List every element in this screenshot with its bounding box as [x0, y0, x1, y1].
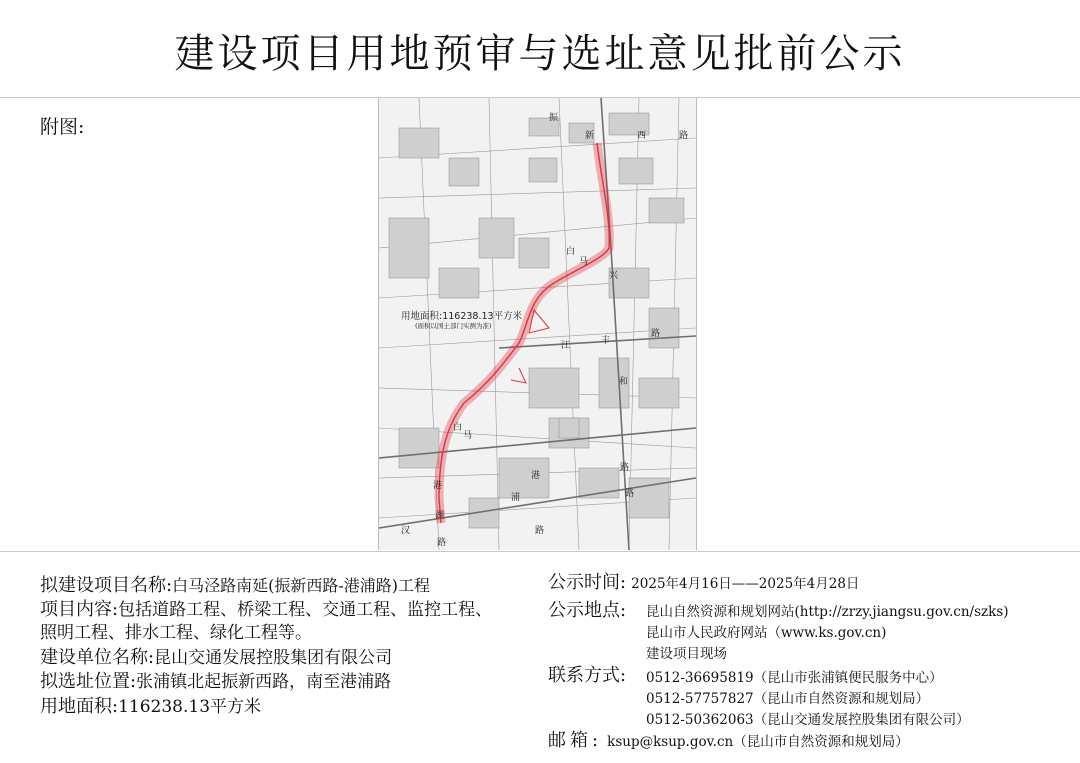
map-road-char: 港 [531, 471, 541, 481]
project-content-line2: 照明工程、排水工程、绿化工程等。 [40, 623, 312, 643]
map-road-char: 兴 [609, 271, 619, 281]
map-road-char: 马 [579, 257, 589, 267]
notice-contact-2: 0512-57757827（昆山市自然资源和规划局） [646, 691, 930, 707]
notice-contact-label: 联系方式: [548, 665, 627, 686]
site-map [378, 98, 697, 550]
project-name-row [40, 574, 540, 598]
notice-time-label: 公示时间: [548, 572, 627, 593]
bottom-divider [0, 551, 1080, 552]
project-content-line1: 包括道路工程、桥梁工程、交通工程、监控工程、 [118, 599, 493, 620]
notice-place-label: 公示地点: [548, 600, 627, 621]
map-road-char: 路 [625, 489, 635, 499]
map-road-char: 白 [566, 247, 576, 257]
map-road-char: 路 [679, 131, 689, 141]
notice-place-3: 建设项目现场 [646, 646, 727, 662]
map-road-char: 丰 [601, 336, 611, 346]
project-content-row [40, 598, 540, 623]
notice-email-label: 邮箱: [548, 730, 603, 751]
map-road-char: 港 [433, 481, 443, 491]
project-name: 白马泾路南延(振新西路-港浦路)工程 [172, 576, 430, 595]
project-location-row [40, 670, 540, 695]
figure-label: 附图: [40, 116, 85, 138]
project-name-label: 拟建设项目名称: [40, 575, 173, 596]
map-road-char: 马 [463, 431, 473, 441]
map-road-char: 浦 [511, 493, 521, 503]
map-road-char: 江 [561, 341, 571, 351]
map-road-char: 和 [619, 377, 629, 387]
project-area: 116238.13平方米 [118, 696, 262, 717]
map-road-char: 西 [637, 131, 647, 141]
map-road-char: 路 [535, 526, 545, 536]
project-location-label: 拟选址位置: [40, 671, 137, 692]
notice-place-1: 昆山自然资源和规划网站(http://zrzy.jiangsu.gov.cn/szks) [646, 604, 1009, 620]
map-road-char: 路 [437, 538, 447, 548]
notice-contact-3: 0512-50362063（昆山交通发展控股集团有限公司） [646, 712, 970, 728]
map-road-char: 湖 [435, 511, 445, 521]
project-info [40, 574, 540, 719]
page-title: 建设项目用地预审与选址意见批前公示 [174, 31, 906, 77]
project-content-label: 项目内容: [40, 598, 119, 620]
notice-place-2: 昆山市人民政府网站（www.ks.gov.cn) [646, 625, 887, 641]
map-road-char: 路 [620, 463, 630, 473]
project-unit-row [40, 646, 540, 671]
project-unit: 昆山交通发展控股集团有限公司 [154, 647, 393, 668]
map-area-note: (面积以国土部门实测为准) [415, 322, 492, 330]
project-location: 张浦镇北起振新西路，南至港浦路 [136, 672, 392, 692]
notice-contact-1: 0512-36695819（昆山市张浦镇便民服务中心） [646, 670, 943, 686]
map-road-char: 新 [585, 131, 595, 141]
project-area-label: 用地面积: [40, 695, 119, 717]
project-area-row [40, 695, 540, 720]
notice-email: ksup@ksup.gov.cn（昆山市自然资源和规划局） [607, 734, 909, 750]
map-road-char: 振 [549, 113, 559, 123]
project-unit-label: 建设单位名称: [40, 646, 155, 668]
map-road-char: 路 [651, 329, 661, 339]
map-road-char: 白 [453, 423, 463, 433]
map-area-label: 用地面积:116238.13平方米 [401, 311, 523, 322]
map-road-char: 汉 [401, 526, 411, 536]
notice-time: 2025年4月16日——2025年4月28日 [631, 576, 860, 592]
